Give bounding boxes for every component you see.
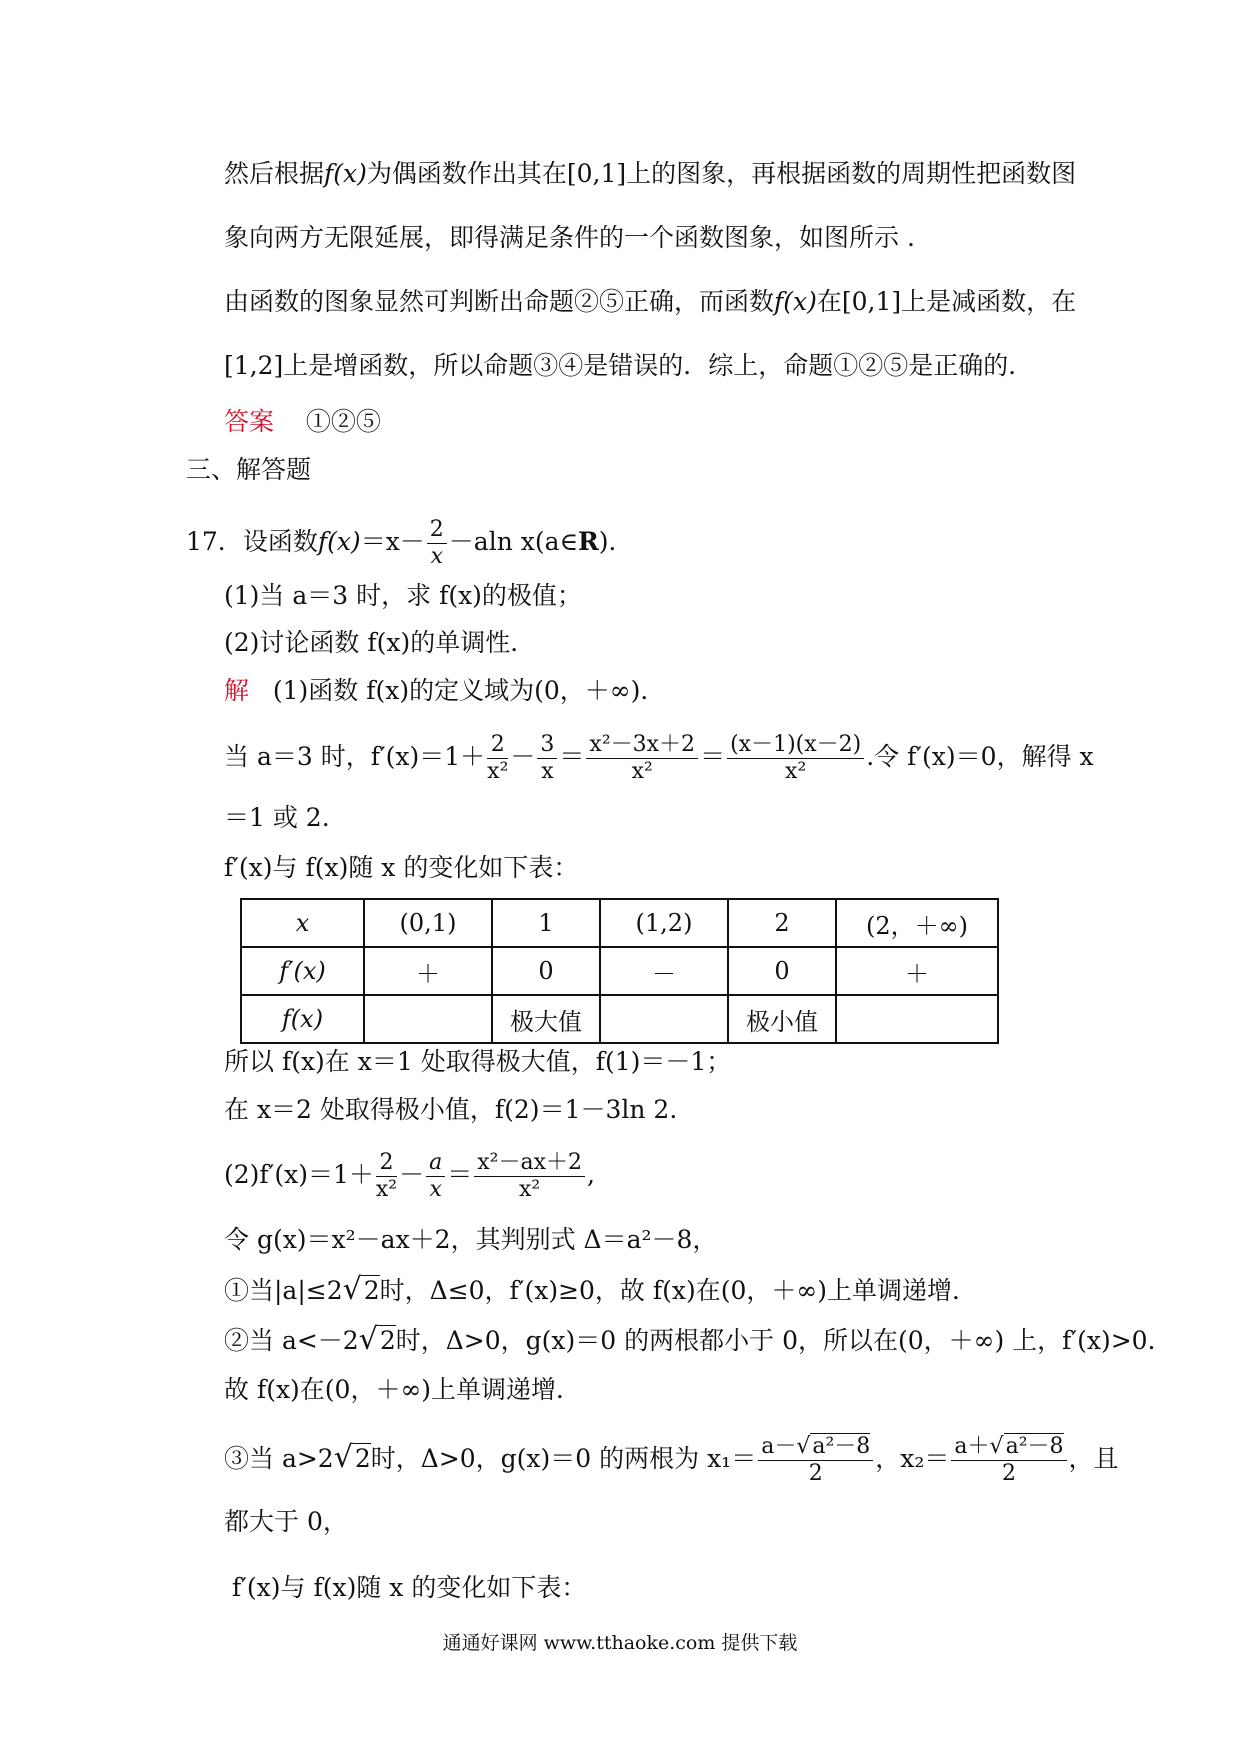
numerator: 2 [376,1150,397,1177]
table-cell: 2 [728,899,836,947]
text: ＝ [447,1160,473,1189]
text: 在[0,1]上是减函数，在 [816,287,1077,316]
max-value-line: 所以 f(x)在 x＝1 处取得极大值，f(1)＝－1； [224,1047,732,1076]
radicand: 2 [379,1326,396,1355]
table-cell: 0 [728,947,836,995]
table-cell: 1 [492,899,600,947]
text: , [587,1160,595,1189]
table-cell: (1,2) [600,899,728,947]
radicand: a²－8 [1005,1434,1064,1459]
fraction [951,1434,1066,1487]
text: (1)函数 f(x)的定义域为(0，＋∞)． [272,676,666,705]
para2-line2: [1,2]上是增函数，所以命题③④是错误的．综上，命题①②⑤是正确的． [224,351,1034,380]
radical-icon: √ [342,1272,362,1307]
case1-line [224,1274,977,1307]
fraction [474,1150,585,1203]
text: 由函数的图象显然可判断出命题②⑤正确，而函数 [224,287,775,316]
text: 当 a＝3 时，f′(x)＝1＋ [224,742,486,771]
table-cell: (2，＋∞) [836,899,998,947]
text: 时，Δ≤0，f′(x)≥0，故 f(x)在(0，＋∞)上单调递增． [379,1276,977,1305]
math-fx: f(x) [774,287,817,316]
denominator: 2 [1001,1461,1016,1486]
discriminant-line: 令 g(x)＝x²－ax＋2，其判别式 Δ＝a²－8， [224,1225,718,1254]
answer-line [224,406,381,438]
solution-label: 解 [224,676,250,705]
text: 时，Δ>0，g(x)＝0 的两根为 x₁＝ [370,1444,757,1473]
table-cell: f′(x) [241,947,364,995]
problem-number: 17． [186,527,243,556]
fraction [487,732,508,785]
text: a＋ [954,1434,990,1459]
table-cell: x [241,899,364,947]
table-cell: ＋ [836,947,998,995]
text: ①当|a|≤2 [224,1276,343,1305]
fraction [376,1150,397,1203]
fraction [537,732,557,785]
text: ＝ [559,742,585,771]
derivative-line [224,727,1094,787]
text: －aln x(a∈ [448,527,579,556]
text: 时，Δ>0，g(x)＝0 的两根都小于 0，所以在(0，＋∞) 上，f′(x)>0. [395,1326,1156,1355]
table-cell: 极大值 [492,995,600,1043]
case3-line [224,1428,1119,1489]
radical-icon: √ [989,1434,1004,1459]
text: ②当 a<－2 [224,1326,359,1355]
fraction [586,732,698,785]
text: 然后根据 [224,159,325,188]
numerator: x²－ax＋2 [474,1150,585,1177]
fraction [427,517,447,570]
text: 为偶函数作出其在[0,1]上的图象，再根据函数的周期性把函数图 [366,159,1077,188]
table-cell: － [600,947,728,995]
text: (2)f′(x)＝1＋ [224,1160,374,1189]
table-cell [836,995,998,1043]
radical-icon: √ [333,1440,353,1475]
page-footer: 通通好课网 www.tthaoke.com 提供下载 [442,1632,798,1654]
fraction [426,1150,445,1203]
numerator [951,1434,1066,1461]
table-row [241,947,998,995]
table-cell: (0,1) [364,899,492,947]
text: .令 f′(x)＝0，解得 x [866,742,1094,771]
denominator: x² [631,759,653,784]
text: － [510,742,536,771]
numerator: 2 [487,732,508,759]
table-cell: 极小值 [728,995,836,1043]
fraction [727,732,864,785]
text: ＝ [700,742,726,771]
min-value-line: 在 x＝2 处取得极小值，f(2)＝1－3ln 2. [224,1095,678,1124]
text: a－ [761,1434,797,1459]
roots-line: ＝1 或 2. [224,803,330,832]
table-cell: ＋ [364,947,492,995]
case2-conclusion: 故 f(x)在(0，＋∞)上单调递增． [224,1375,582,1404]
reals-symbol: R [578,527,599,556]
denominator: x [429,1177,442,1202]
table-cell: 0 [492,947,600,995]
table-cell [600,995,728,1043]
part2-derivative-line [224,1145,595,1205]
math-fx: f(x) [324,159,367,188]
denominator: x² [785,759,807,784]
fraction [758,1434,873,1487]
denominator: 2 [808,1461,823,1486]
numerator: 2 [427,517,447,544]
text: 设函数 [242,527,318,556]
text: ③当 a>2 [224,1444,334,1473]
answer-value: ①②⑤ [305,407,381,436]
section-heading: 三、解答题 [186,455,312,484]
denominator: x [541,759,554,784]
table-row [241,899,998,947]
para1-line2: 象向两方无限延展，即得满足条件的一个函数图象，如图所示 . [224,223,915,252]
text: ＝x－ [360,527,425,556]
math-fx: f(x) [317,527,361,556]
numerator: a [426,1150,445,1177]
radical-icon: √ [796,1434,811,1459]
problem-stem [186,512,634,572]
para1-line1 [224,158,1076,190]
question-2: (2)讨论函数 f(x)的单调性． [224,628,536,657]
text: ，x₂＝ [875,1444,950,1473]
numerator: (x－1)(x－2) [727,732,864,759]
text: ，且 [1068,1444,1119,1473]
numerator [758,1434,873,1461]
table-row [241,995,998,1043]
case3-conclusion: 都大于 0， [224,1507,348,1536]
table-cell [364,995,492,1043]
table-cell: f(x) [241,995,364,1043]
radical-icon: √ [358,1322,378,1357]
answer-label: 答案 [224,407,275,436]
text: )． [598,527,634,556]
solution-domain-line [224,675,665,707]
denominator: x² [375,1177,398,1202]
denominator: x² [487,759,509,784]
numerator: x²－3x＋2 [586,732,698,759]
text: － [399,1160,425,1189]
radicand: 2 [354,1444,371,1473]
question-1: (1)当 a＝3 时，求 f(x)的极值； [224,581,582,610]
case2-line [224,1324,1156,1357]
table-intro: f′(x)与 f(x)随 x 的变化如下表： [224,853,579,882]
radicand: 2 [363,1276,380,1305]
numerator: 3 [537,732,557,759]
denominator: x [430,544,443,569]
para2-line1 [224,286,1076,318]
variation-table [240,898,999,1044]
table2-intro: f′(x)与 f(x)随 x 的变化如下表： [232,1573,587,1602]
denominator: x² [519,1177,541,1202]
radicand: a²－8 [812,1434,871,1459]
